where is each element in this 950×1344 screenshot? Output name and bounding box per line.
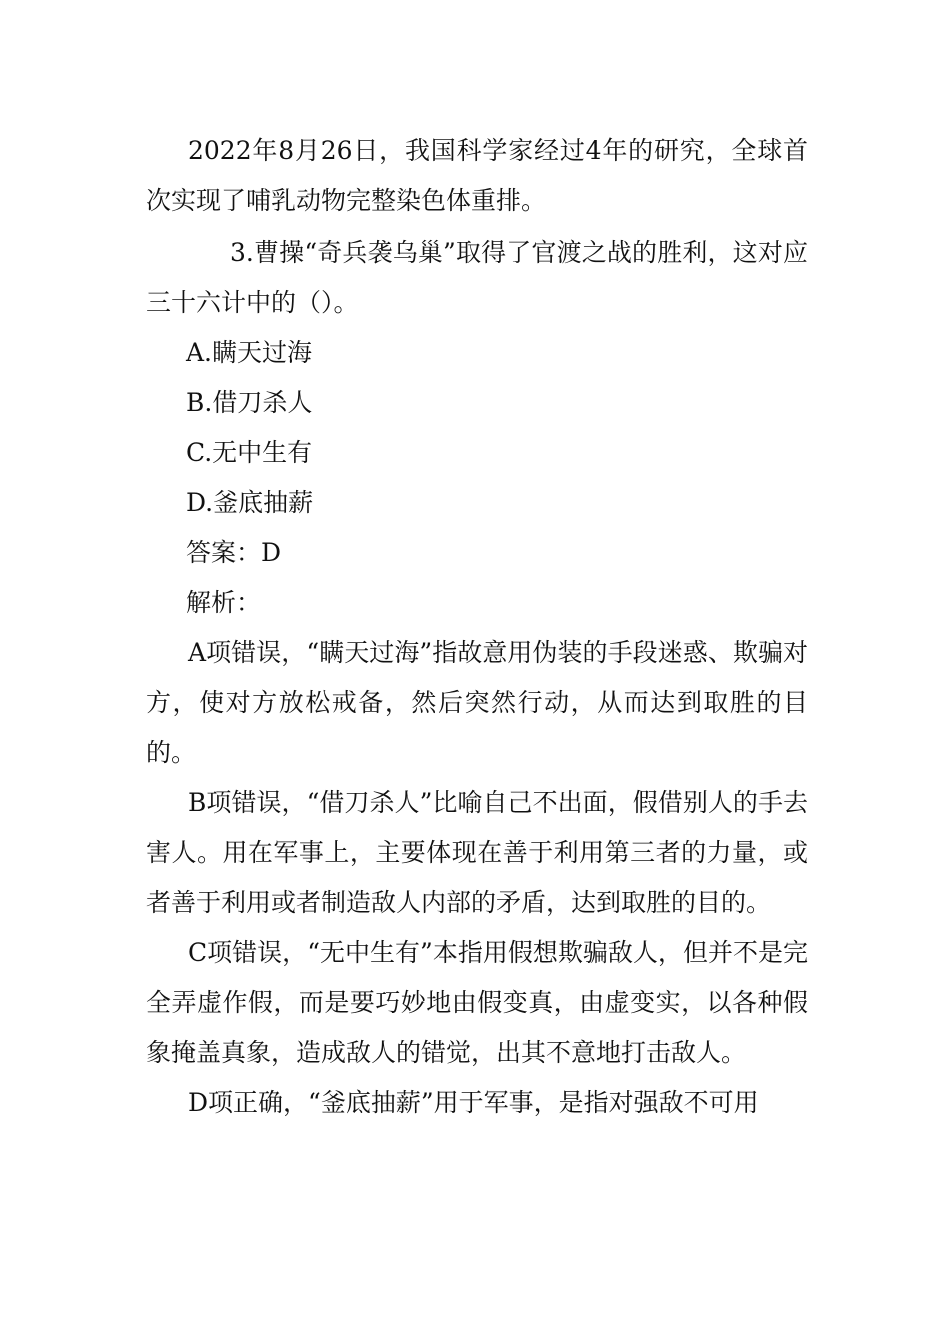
option-d: D.釜底抽薪 <box>186 488 314 517</box>
analysis-paragraph-c: C项错误，“无中生有”本指用假想欺骗敌人，但并不是完全弄虚作假，而是要巧妙地由假变真，由虚变实，以各种假象掩盖真象，造成敌人的错觉，出其不意地打击敌人。 <box>146 938 808 1067</box>
option-b: B.借刀杀人 <box>186 388 313 417</box>
option-c: C.无中生有 <box>186 438 313 467</box>
question-stem: 3.曹操“奇兵袭乌巢”取得了官渡之战的胜利，这对应三十六计中的（）。 <box>146 238 808 317</box>
document-body <box>146 126 808 1128</box>
analysis-label: 解析： <box>186 588 262 617</box>
intro-paragraph: 2022年8月26日，我国科学家经过4年的研究，全球首次实现了哺乳动物完整染色体重排。 <box>146 136 808 215</box>
option-a: A.瞒天过海 <box>186 338 313 367</box>
answer-line: 答案：D <box>186 538 282 567</box>
analysis-paragraph-a: A项错误，“瞒天过海”指故意用伪装的手段迷惑、欺骗对方，使对方放松戒备，然后突然行动，从而达到取胜的目的。 <box>146 638 808 767</box>
analysis-paragraph-b: B项错误，“借刀杀人”比喻自己不出面，假借别人的手去害人。用在军事上，主要体现在善于利用第三者的力量，或者善于利用或者制造敌人内部的矛盾，达到取胜的目的。 <box>146 788 808 917</box>
analysis-paragraph-d: D项正确，“釜底抽薪”用于军事，是指对强敌不可用 <box>188 1088 759 1117</box>
